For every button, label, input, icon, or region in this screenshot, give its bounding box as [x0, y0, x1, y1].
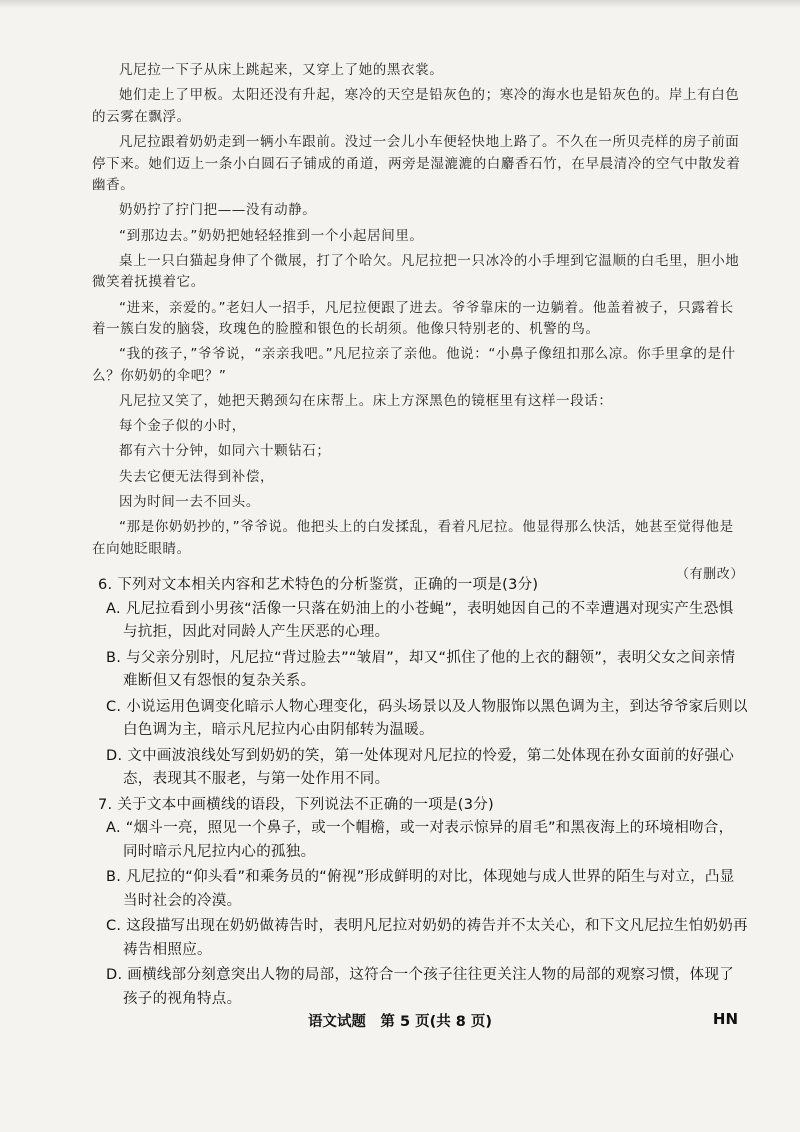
- option-c: C. 这段描写出现在奶奶做祷告时，表明凡尼拉对奶奶的祷告并不太关心，和下文凡尼拉生怕奶奶再祷告相照应。: [106, 918, 748, 958]
- option-c: C. 小说运用色调变化暗示人物心理变化，码头场景以及人物服饰以黑色调为主，到达爷爷家后则以白色调为主，暗示凡尼拉内心由阴郁转为温暖。: [106, 698, 748, 738]
- option-b: B. 与父亲分别时，凡尼拉“背过脸去”“皱眉”，却又“抓住了他的上衣的翻领”，表明父女之间亲情难断但又有怨恨的复杂关系。: [106, 649, 736, 689]
- story-paragraph: 凡尼拉一下子从床上跳起来，又穿上了她的黑衣裳。: [119, 62, 444, 78]
- story-paragraph: 她们走上了甲板。太阳还没有升起，寒冷的天空是铅灰色的；寒冷的海水也是铅灰色的。岸上有白色的云雾在飘浮。: [92, 87, 740, 125]
- poem-block: [92, 416, 744, 513]
- page-footer: [0, 1010, 800, 1034]
- option-d: D. 文中画波浪线处写到奶奶的笑，第一处体现对凡尼拉的怜爱，第二处体现在孙女面前的好强心态，表现其不服老，与第一处作用不同。: [106, 747, 735, 787]
- question-6: [98, 574, 748, 792]
- question-list: [98, 574, 748, 1013]
- story-paragraph: 桌上一只白猫起身伸了个微展，打了个哈欠。凡尼拉把一只冰冷的小手埋到它温顺的白毛里，胆小地微笑着抚摸着它。: [92, 252, 740, 291]
- story-paragraph: 凡尼拉跟着奶奶走到一辆小车跟前。没过一会儿小车便轻快地上路了。不久在一所贝壳样的房子前面停下来。她们迈上一条小白圆石子铺成的甬道，两旁是湿漉漉的白麝香石竹，在早晨清冷的空气中散发着幽香。: [92, 133, 741, 194]
- source-note: （有删改）: [675, 566, 744, 582]
- poem-line: 失去它便无法得到补偿，: [119, 468, 275, 485]
- poem-line: 都有六十分钟，如同六十颗钻石；: [119, 443, 331, 460]
- poem-line: 每个金子似的小时，: [119, 418, 246, 435]
- page-number-label: 语文试题 第 5 页(共 8 页): [307, 1014, 493, 1030]
- story-paragraph: 奶奶拧了拧门把——没有动静。: [119, 202, 317, 219]
- exam-region-code: HN: [712, 1010, 738, 1028]
- question-stem: 7. 关于文本中画横线的语段，下列说法不正确的一项是(3分): [98, 796, 494, 813]
- option-d: D. 画横线部分刻意突出人物的局部，这符合一个孩子往往更关注人物的局部的观察习惯，体现了孩子的视角特点。: [106, 967, 735, 1007]
- story-paragraph: “进来，亲爱的。”老妇人一招手，凡尼拉便跟了进去。爷爷靠床的一边躺着。他盖着被子，只露着长着一簇白发的脑袋，玫瑰色的脸膛和银色的长胡须。他像只特别老的、机警的鸟。: [92, 299, 734, 338]
- question-stem: 6. 下列对文本相关内容和艺术特色的分析鉴赏，正确的一项是(3分): [98, 577, 539, 593]
- poem-line: 因为时间一去不回头。: [119, 493, 260, 510]
- story-text: [92, 60, 744, 587]
- option-b: B. 凡尼拉的“仰头看”和乘务员的“俯视”形成鲜明的对比，体现她与成人世界的陌生与对立，凸显当时社会的冷漠。: [106, 869, 735, 909]
- story-closing-paragraph: “那是你奶奶抄的，”爷爷说。他把头上的白发揉乱，看着凡尼拉。他显得那么快活，她甚至觉得他是在向她眨眼睛。: [92, 519, 734, 557]
- question-7: [98, 794, 748, 1012]
- story-paragraph: “我的孩子，”爷爷说，“亲亲我吧。”凡尼拉亲了亲他。他说：“小鼻子像纽扣那么凉。你手里拿的是什么？你奶奶的伞吧？”: [92, 346, 736, 384]
- option-a: A. 凡尼拉看到小男孩“活像一只落在奶油上的小苍蝇”，表明她因自己的不幸遭遇对现实产生恐惧与抗拒，因此对同龄人产生厌恶的心理。: [106, 600, 734, 640]
- story-paragraph: 凡尼拉又笑了，她把天鹅颈勾在床帮上。床上方深黑色的镜框里有这样一段话：: [119, 393, 613, 410]
- scan-edge: [0, 0, 800, 8]
- story-paragraph: “到那边去。”奶奶把她轻轻推到一个小起居间里。: [119, 227, 424, 244]
- option-a: A. “烟斗一亮，照见一个鼻子，或一个帽檐，或一对表示惊异的眉毛”和黑夜海上的环境相吻合，同时暗示凡尼拉内心的孤独。: [106, 820, 734, 860]
